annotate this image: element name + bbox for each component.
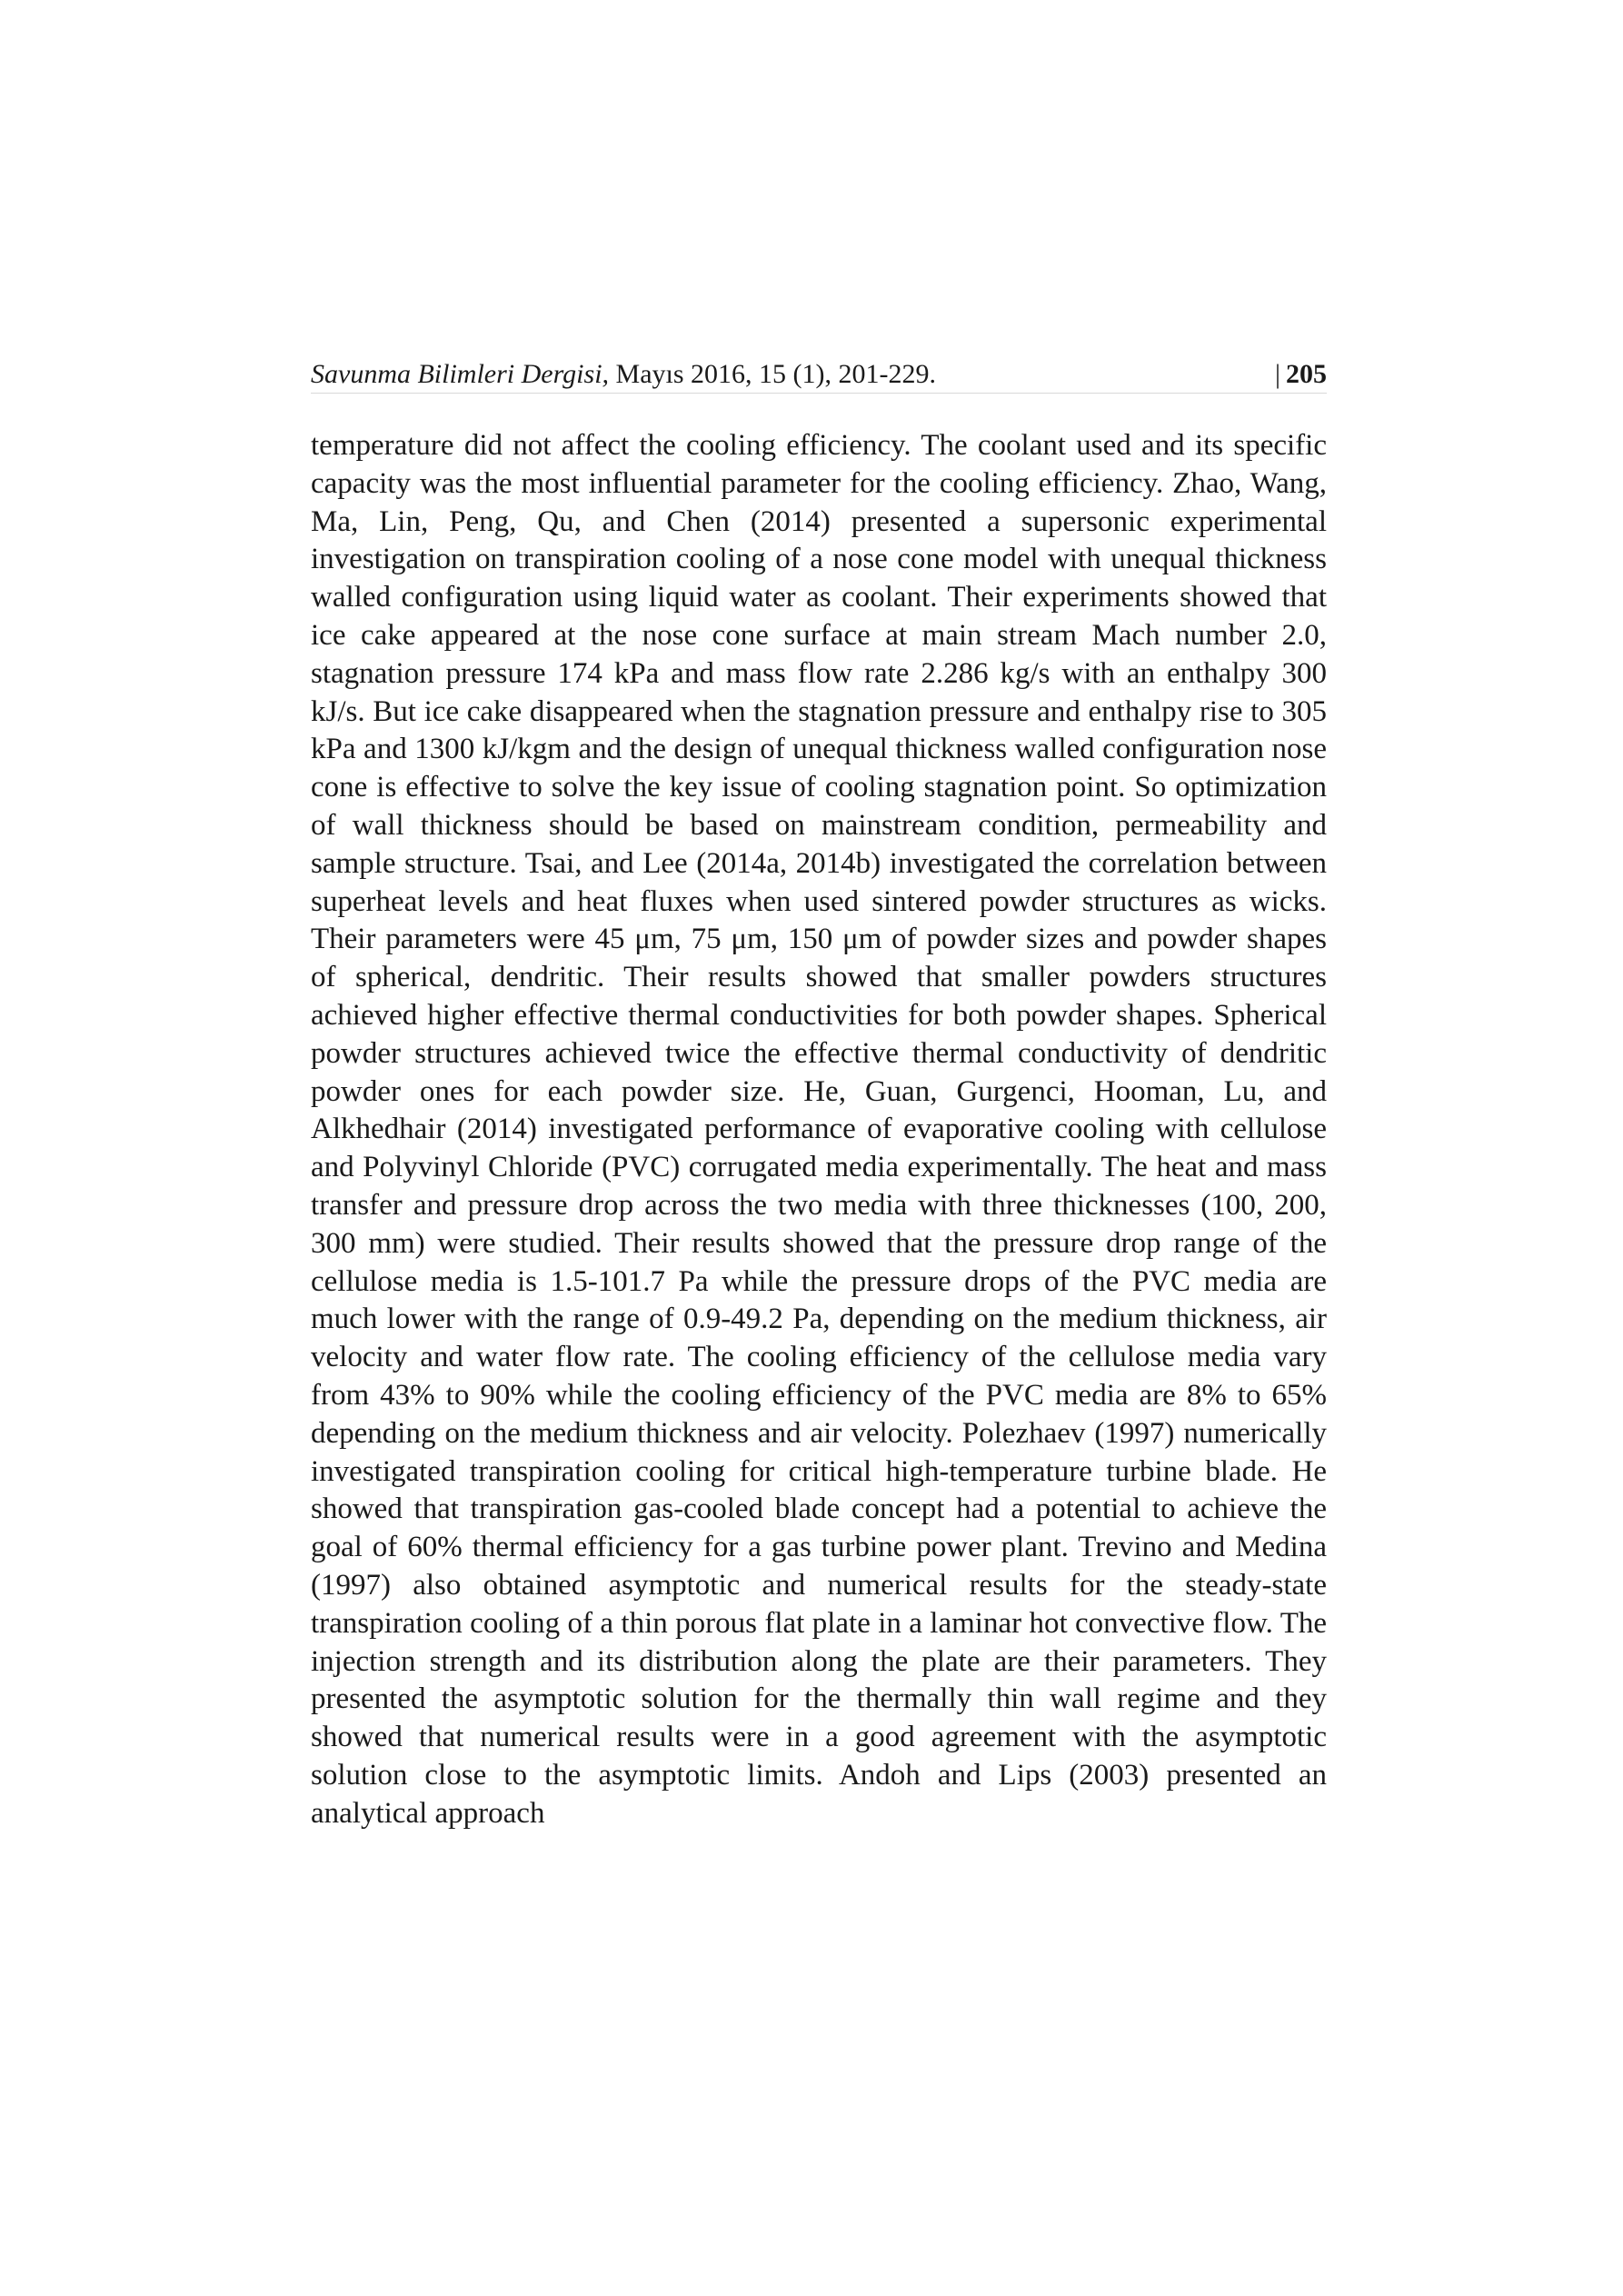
page-number-value: 205 xyxy=(1286,359,1327,389)
body-paragraph: temperature did not affect the cooling efficiency. The coolant used and its specific capacity was the most influential parameter for the cooling efficiency. Zhao, Wang, Ma, Lin, Peng, Qu, and Chen (2014) presented a supersonic experimental investigation on transpiration cooling of a nose cone model with unequal thickness walled configuration using liquid water as coolant. Their experiments showed that ice cake appeared at the nose cone surface at main stream Mach number 2.0, stagnation pressure 174 kPa and mass flow rate 2.286 kg/s with an enthalpy 300 kJ/s. But ice cake disappeared when the stagnation pressure and enthalpy rise to 305 kPa and 1300 kJ/kgm and the design of unequal thickness walled configuration nose cone is effective to solve the key issue of cooling stagnation point. So optimization of wall thickness should be based on mainstream condition, permeability and sample structure. Tsai, and Lee (2014a, 2014b) investigated the correlation between superheat levels and heat fluxes when used sintered powder structures as wicks. Their parameters were 45 μm, 75 μm, 150 μm of powder sizes and powder shapes of spherical, dendritic. Their results showed that smaller powders structures achieved higher effective thermal conductivities for both powder shapes. Spherical powder structures achieved twice the effective thermal conductivity of dendritic powder ones for each powder size. He, Guan, Gurgenci, Hooman, Lu, and Alkhedhair (2014) investigated performance of evaporative cooling with cellulose and Polyvinyl Chloride (PVC) corrugated media experimentally. The heat and mass transfer and pressure drop across the two media with three thicknesses (100, 200, 300 mm) were studied. Their results showed that the pressure drop range of the cellulose media is 1.5-101.7 Pa while the pressure drops of the PVC media are much lower with the range of 0.9-49.2 Pa, depending on the medium thickness, air velocity and water flow rate. The cooling efficiency of the cellulose media vary from 43% to 90% while the cooling efficiency of the PVC media are 8% to 65% depending on the medium thickness and air velocity. Polezhaev (1997) numerically investigated transpiration cooling for critical high-temperature turbine blade. He showed that transpiration gas-cooled blade concept had a potential to achieve the goal of 60% thermal efficiency for a gas turbine power plant. Trevino and Medina (1997) also obtained asymptotic and numerical results for the steady-state transpiration cooling of a thin porous flat plate in a laminar hot convective flow. The injection strength and its distribution along the plate are their parameters. They presented the asymptotic solution for the thermally thin wall regime and they showed that numerical results were in a good agreement with the asymptotic solution close to the asymptotic limits. Andoh and Lips (2003) presented an analytical approach xyxy=(311,429,1327,1830)
page-number xyxy=(1275,356,1327,393)
journal-citation: Mayıs 2016, 15 (1), 201-229. xyxy=(609,359,937,389)
journal-title: Savunma Bilimleri Dergisi, xyxy=(311,359,610,389)
running-header xyxy=(311,356,1327,394)
page-number-separator: | xyxy=(1274,359,1280,389)
